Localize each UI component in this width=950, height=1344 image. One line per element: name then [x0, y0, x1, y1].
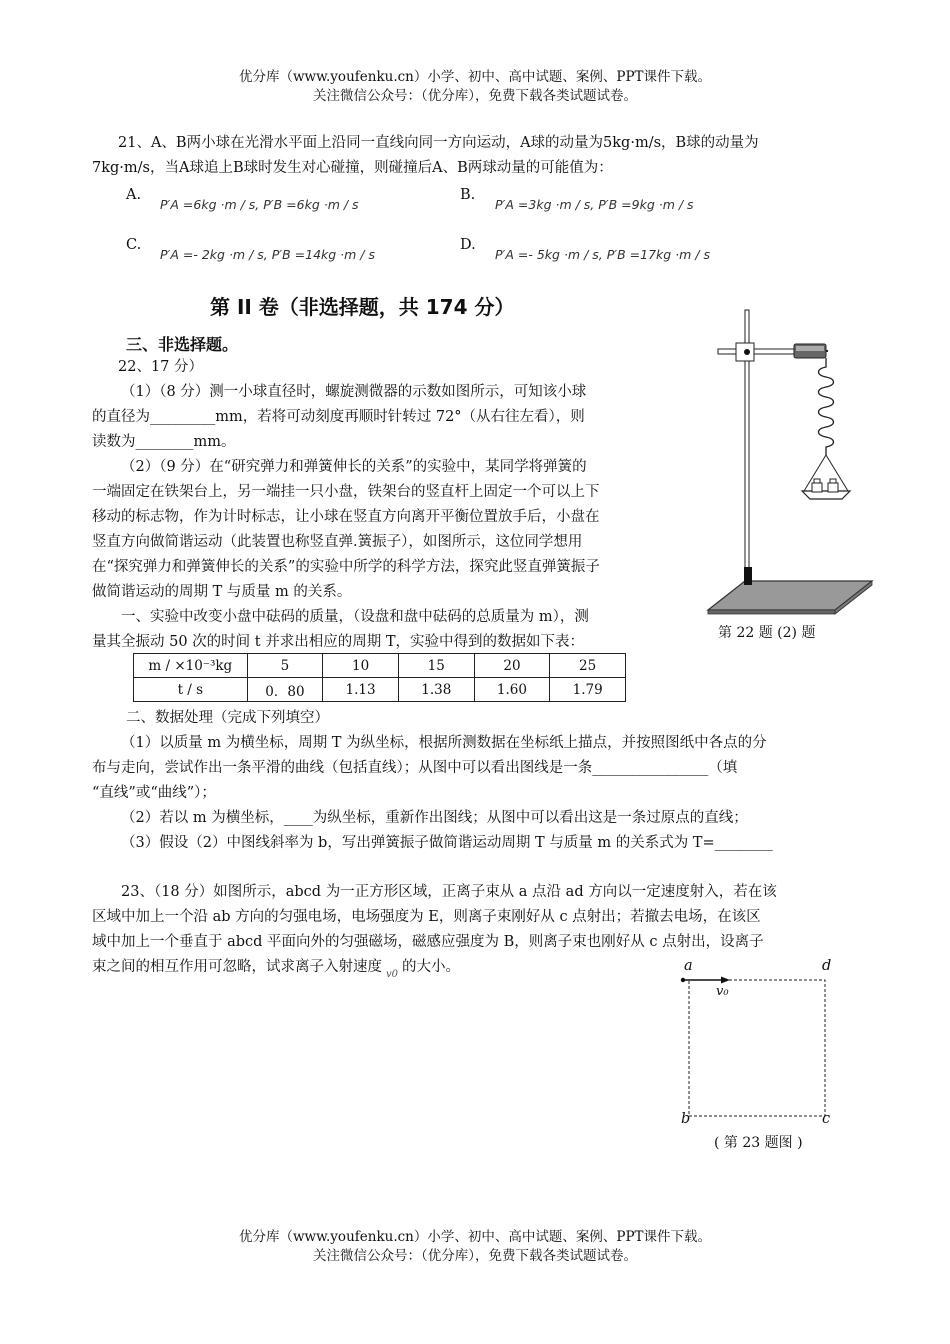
q21-option-d-expr: P′A =- 5kg ·m / s, P′B =17kg ·m / s: [495, 247, 710, 262]
label-d: d: [822, 958, 832, 974]
q22-figure-caption: 第 22 题 (2) 题: [718, 625, 816, 641]
table-header-cell: m / ×10⁻³kg: [134, 654, 248, 678]
pan: [802, 491, 850, 499]
weight-2: [828, 483, 838, 492]
rod-foot: [744, 567, 752, 585]
label-a: a: [684, 958, 693, 974]
q22-p3-line1: 一、实验中改变小盘中砝码的质量，（设盘和盘中砝码的总质量为 m），测: [121, 609, 589, 625]
horizontal-arm: [754, 349, 796, 354]
q23-line3: 域中加上一个垂直于 abcd 平面向外的匀强磁场，磁感应强度为 B，则离子束也刚好从 c 点射出，设离子: [92, 934, 764, 950]
q22-p1-line2: 的直径为_________mm，若将可动刻度再顺时针转过 72°（从右往左看），则: [92, 409, 585, 425]
q22-p4-head: 二、数据处理（完成下列填空）: [126, 710, 329, 726]
table-cell: 1.60: [474, 678, 550, 702]
q21-line2: 7kg·m/s，当A球追上B球时发生对心碰撞，则碰撞后A、B两球动量的可能值为：: [92, 160, 613, 176]
q22-part4: [92, 731, 872, 856]
label-c: c: [822, 1111, 831, 1127]
table-cell: 10: [323, 654, 399, 678]
part2-title: 第 II 卷（非选择题，共 174 分）: [210, 295, 515, 319]
q23-line1: 23、（18 分）如图所示，abcd 为一正方形区域，正离子束从 a 点沿 ad 方向以一定速度射入，若在该: [121, 884, 777, 900]
table-cell: 15: [398, 654, 474, 678]
label-b: b: [681, 1111, 691, 1127]
q21-option-a-label: A.: [126, 187, 142, 203]
q23-figure-caption: ( 第 23 题图 ): [714, 1135, 803, 1151]
q22-p4-1b: 布与走向，尝试作出一条平滑的曲线（包括直线）；从图中可以看出图线是一条________________（填: [92, 760, 738, 776]
q22-data-table: [133, 653, 626, 702]
table-row: [134, 654, 626, 678]
table-cell: 1.38: [398, 678, 474, 702]
q21-option-a-expr: P′A =6kg ·m / s, P′B =6kg ·m / s: [160, 197, 359, 212]
header-line2: 关注微信公众号：（优分库），免费下载各类试题试卷。: [313, 88, 637, 104]
table-cell: 1.79: [550, 678, 626, 702]
q22-p1-line1: （1）（8 分）测一小球直径时，螺旋测微器的示数如图所示，可知该小球: [121, 384, 587, 400]
q21-option-b-expr: P′A =3kg ·m / s, P′B =9kg ·m / s: [495, 197, 694, 212]
q22-part3: [92, 605, 692, 655]
q22-p2-line4: 竖直方向做简谐运动（此装置也称竖直弹.簧振子），如图所示，这位同学想用: [92, 534, 583, 550]
spring: [819, 358, 834, 455]
q23-line4a: 束之间的相互作用可忽略，试求离子入射速度: [92, 959, 382, 975]
q22-p1-line3: 读数为________mm。: [92, 434, 236, 450]
q21-option-b-label: B.: [460, 187, 476, 203]
table-cell: 20: [474, 654, 550, 678]
square-abcd: [689, 980, 825, 1116]
q22-p3-line2: 量其全振动 50 次的时间 t 并求出相应的周期 T，实验中得到的数据如下表：: [92, 634, 584, 650]
q22-part1: [92, 380, 692, 455]
q21-option-d-label: D.: [460, 237, 476, 253]
page-header: [0, 68, 950, 106]
q22-p4-2: （2）若以 m 为横坐标，____为纵坐标，重新作出图线；从图中可以看出这是一条过原点的直线；: [121, 810, 748, 826]
table-cell: 0．80: [247, 678, 323, 702]
table-cell: 1.13: [323, 678, 399, 702]
table-header-cell: t / s: [134, 678, 248, 702]
label-v0: v₀: [716, 984, 729, 999]
q22-p4-3: （3）假设（2）中图线斜率为 b，写出弹簧振子做简谐运动周期 T 与质量 m 的关系式为 T=________: [121, 835, 773, 851]
footer-line2: 关注微信公众号：（优分库），免费下载各类试题试卷。: [313, 1248, 637, 1264]
q22-p2-line3: 移动的标志物，作为计时标志，让小球在竖直方向离开平衡位置放手后，小盘在: [92, 509, 600, 525]
q22-p2-line1: （2）（9 分）在“研究弹力和弹簧伸长的关系”的实验中，某同学将弹簧的: [121, 459, 587, 475]
q22-p2-line2: 一端固定在铁架台上，另一端挂一只小盘，铁架台的竖直杆上固定一个可以上下: [92, 484, 600, 500]
table-row: [134, 678, 626, 702]
q23-line4b: 的大小。: [402, 959, 461, 975]
footer-line1: 优分库（www.youfenku.cn）小学、初中、高中试题、案例、PPT课件下载。: [238, 1229, 712, 1245]
weight-1: [812, 483, 822, 492]
stand-base: [708, 581, 872, 610]
q23-line2: 区域中加上一个沿 ab 方向的匀强电场，电场强度为 E，则离子束刚好从 c 点射出；若撤去电场，在该区: [92, 909, 761, 925]
page-footer: [0, 1228, 950, 1266]
q21-line1: 21、A、B两小球在光滑水平面上沿同一直线向同一方向运动，A球的动量为5kg·m/s，B球的动量为: [118, 135, 759, 151]
q21-option-c-label: C.: [126, 237, 142, 253]
table-cell: 5: [247, 654, 323, 678]
q22-head: 22、17 分）: [118, 359, 204, 375]
square-region-figure: [670, 955, 850, 1135]
table-cell: 25: [550, 654, 626, 678]
q22-p4-1a: （1）以质量 m 为横坐标，周期 T 为纵坐标，根据所测数据在坐标纸上描点，并按照图纸中各点的分: [121, 735, 767, 751]
iron-stand-figure: [700, 305, 880, 615]
q22-part2: [92, 455, 692, 605]
v0-symbol: v0: [386, 969, 399, 980]
section3-title: 三、非选择题。: [126, 335, 239, 354]
q21-option-c-expr: P′A =- 2kg ·m / s, P′B =14kg ·m / s: [160, 247, 375, 262]
header-line1: 优分库（www.youfenku.cn）小学、初中、高中试题、案例、PPT课件下载。: [238, 69, 712, 85]
q22-p2-line6: 做简谐运动的周期 T 与质量 m 的关系。: [92, 584, 352, 600]
q22-p2-line5: 在“探究弹力和弹簧伸长的关系”的实验中所学的科学方法，探究此竖直弹簧振子: [92, 559, 600, 575]
q22-p4-1c: “直线”或“曲线”）；: [92, 785, 216, 801]
